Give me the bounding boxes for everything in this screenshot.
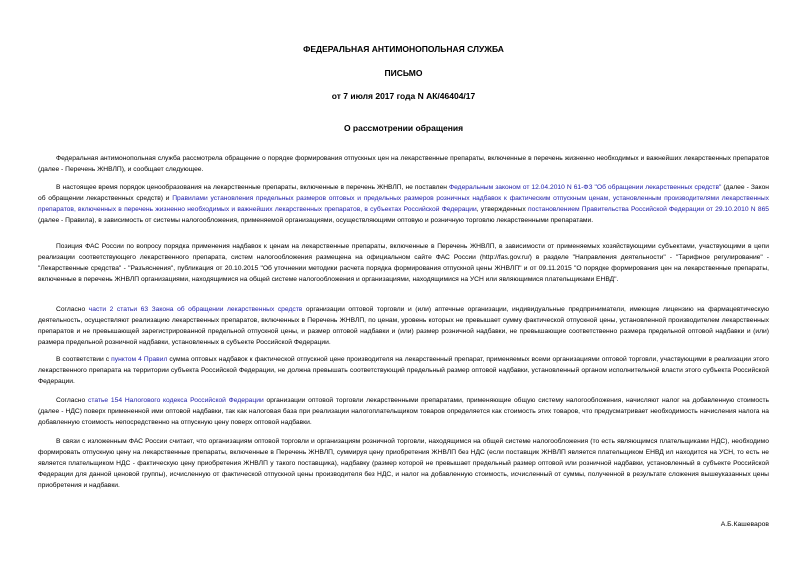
paragraph-7 [38, 436, 769, 491]
paragraph-2 [38, 182, 769, 226]
paragraph-2-text-1: В настоящее время порядок ценообразования на лекарственные препараты, включенные в перечень ЖНВЛП, не поставлен [56, 184, 450, 191]
paragraph-2-text-3: , утвержденных [476, 206, 528, 213]
link-tax-code-article-154[interactable]: статье 154 Налогового кодекса Российской Федерации [87, 397, 264, 404]
link-government-resolution-865[interactable]: постановлением Правительства Российской Федерации от 29.10.2010 N 865 [527, 206, 770, 213]
paragraph-4-text-1: Согласно [56, 306, 89, 313]
link-rules-point-4[interactable]: пунктом 4 Правил [111, 356, 168, 363]
paragraph-5 [38, 354, 769, 387]
paragraph-5-text-2: сумма оптовых надбавок к фактической отпускной цене производителя на лекарственный препарат, применяемых всеми организациями оптовой торговли, участвующими в реализации этого лекарственного препарата на территории субъекта Российской Федерации, не должна превышать соответствующий предельный размер оптовой надбавки, установленный органом исполнительной власти этого субъекта Российской Федерации. [38, 356, 769, 385]
document-subject: О рассмотрении обращения [343, 123, 464, 133]
document-date-number: от 7 июля 2017 года N АК/46404/17 [331, 91, 476, 101]
paragraph-2-text-2: (далее - Закон об обращении лекарственных средств) и [38, 184, 769, 202]
paragraph-6 [38, 395, 769, 428]
paragraph-7-text: В связи с изложенным ФАС России считает, что организациям оптовой торговли и организациям розничной торговли, находящимся на общей системе налогообложения (то есть являющимся плательщиками НДС), необходимо формировать отпускную цену на лекарственные препараты, включенные в Перечень ЖНВЛП, суммируя цену приобретения ЖНВЛП без НДС (если поставщик ЖНВЛП является плательщиком ЕНВД ил находится на УСН, то есть не является плательщиком НДС - фактическую цену приобретения ЖНВЛП у такого поставщика), надбавку (размер которой не превышает предельный размер оптовой или розничной надбавки, установленный в субъекте Российской Федерации для данной ценовой группы), исчисленную от фактической отпускной цены производителя без НДС, и налог на добавленную стоимость, исчисленный от суммы, полученной в результате сложения вышеуказанных цены приобретения и надбавки. [38, 438, 769, 489]
link-markup-rules[interactable]: Правилами установления предельных размеров оптовых и предельных размеров розничных надбавок к фактическим отпускным ценам, установленным производителями лекарственных препаратов, включенных в перечень жизненно необходимых и важнейших лекарственных препаратов, в субъектах Российской Федерации [38, 195, 770, 213]
link-article-63-part-2[interactable]: части 2 статьи 63 Закона об обращении лекарственных средств [88, 306, 303, 313]
paragraph-4-text-2: организации оптовой торговли и (или) аптечные организации, индивидуальные предприниматели, имеющие лицензию на фармацевтическую деятельность, осуществляют реализацию лекарственных препаратов, включенных в Перечень ЖНВЛП, по ценам, уровень которых не превышает сумму фактической отпускной цены, установленной производителем лекарственных препаратов и не превышающей зарегистрированной предельной отпускной цены, и размер оптовой надбавки и (или) размер розничной надбавки, не превышающие соответственно размера предельной оптовой надбавки и (или) размера предельной розничной надбавки, установленных в субъекте Российской Федерации. [38, 306, 769, 346]
paragraph-2-text-4: (далее - Правила), в зависимость от системы налогообложения, применяемой организациями, осуществляющими оптовую и розничную торговлю лекарственными препаратами. [38, 217, 594, 224]
paragraph-1-text: Федеральная антимонопольная служба рассмотрела обращение о порядке формирования отпускных цен на лекарственные препараты, включенные в перечень жизненно необходимых и важнейших лекарственных препаратов (далее - Перечень ЖНВЛП), и сообщает следующее. [38, 155, 769, 173]
paragraph-1 [38, 153, 769, 175]
agency-title: ФЕДЕРАЛЬНАЯ АНТИМОНОПОЛЬНАЯ СЛУЖБА [303, 44, 504, 54]
link-federal-law-61fz[interactable]: Федеральным законом от 12.04.2010 N 61-ФЗ "Об обращении лекарственных средств" [449, 184, 722, 191]
paragraph-4 [38, 304, 769, 348]
paragraph-6-text-1: Согласно [56, 397, 88, 404]
paragraph-3 [38, 241, 769, 285]
paragraph-3-text: Позиция ФАС России по вопросу порядка применения надбавок к ценам на лекарственные препараты, включенные в Перечень ЖНВЛП, в зависимости от применяемых хозяйствующими субъектами, участвующими в цепи реализации соответствующего лекарственного препарата, систем налогообложения размещена на официальном сайте ФАС России (http://fas.gov.ru/) в разделе "Направления деятельности" - "Тарифное регулирование" - "Лекарственные средства" - "Разъяснения", публикация от 20.10.2015 "Об уточнении методики расчета порядка формирования отпускной цены ЖНВЛП" и от 09.11.2015 "О порядке формирования цен на лекарственные препараты, включенные в перечень ЖНВЛП организациями, находящимися на общей системе налогообложения и организациями, находящимися на УСН или являющимися плательщиками ЕНВД". [38, 243, 769, 283]
signature: А.Б.Кашеваров [720, 521, 769, 528]
paragraph-6-text-2: организации оптовой торговли лекарственными препаратами, применяющие общую систему налогообложения, начисляют налог на добавленную стоимость (далее - НДС) поверх примененной ими оптовой надбавки, так как налоговая база при реализации налогоплательщиком товаров определяется как стоимость этих товаров, что предусматривает необходимость начисления налога на добавленную стоимость непосредственно на отпускную цену поверх оптовой надбавки. [38, 397, 769, 426]
document-type: ПИСЬМО [384, 68, 423, 78]
paragraph-5-text-1: В соответствии с [56, 356, 112, 363]
